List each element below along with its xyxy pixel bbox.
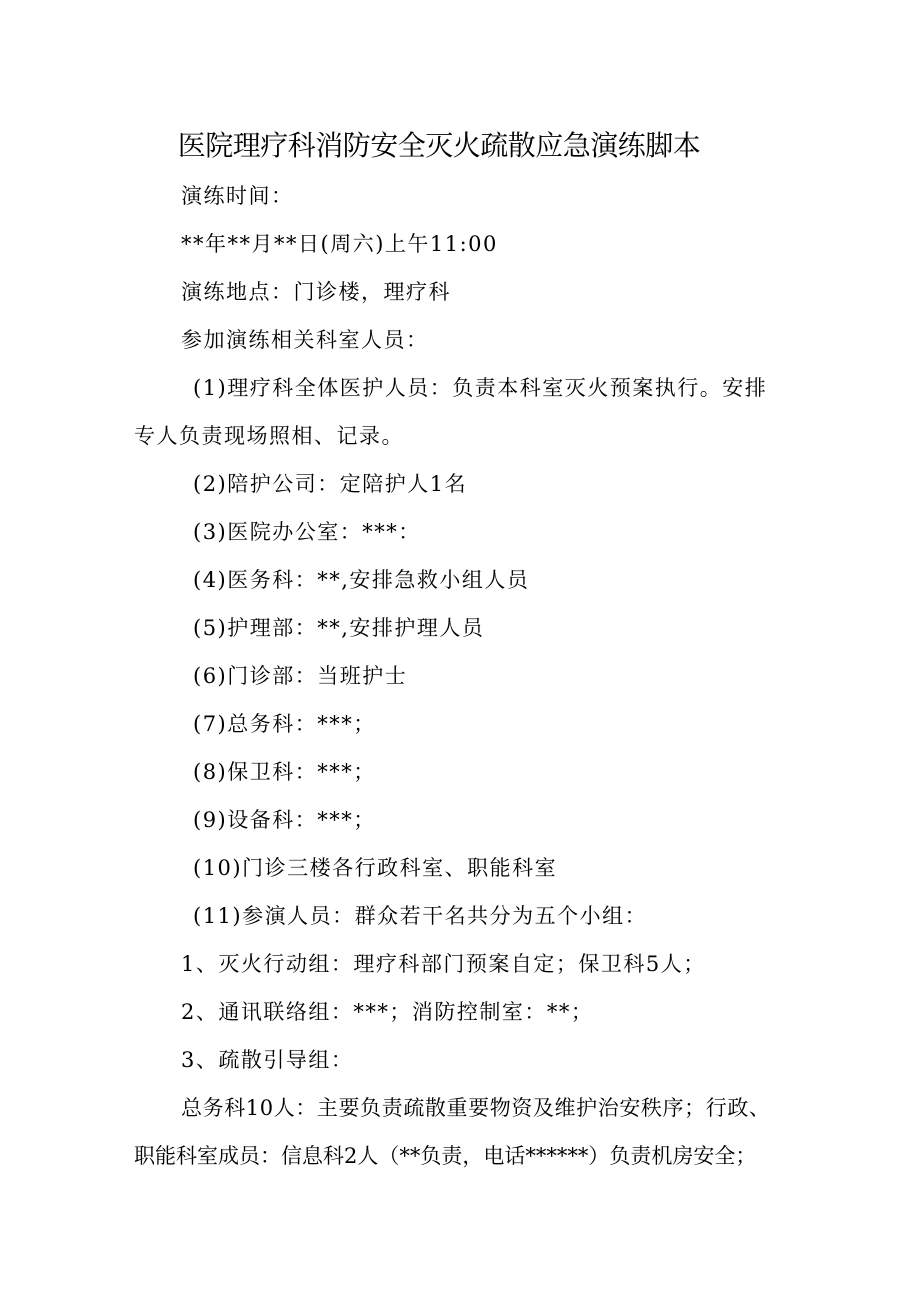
- participants-heading: 参加演练相关科室人员：: [181, 328, 429, 352]
- group-1: 1、灭火行动组：理疗科部门预案自定；保卫科5人；: [181, 952, 706, 976]
- participant-item-8: (8)保卫科：***；: [193, 760, 376, 784]
- drill-time-value: **年**月**日(周六)上午11:00: [181, 232, 498, 256]
- participant-item-4: (4)医务科：**,安排急救小组人员: [193, 568, 530, 592]
- participant-item-1: (1)理疗科全体医护人员：负责本科室灭火预案执行。安排: [193, 376, 768, 400]
- document-title: 医院理疗科消防安全灭火疏散应急演练脚本: [177, 129, 701, 162]
- drill-location: 演练地点：门诊楼，理疗科: [181, 280, 451, 304]
- drill-time-label: 演练时间：: [181, 184, 294, 208]
- group-3-detail-continued: 职能科室成员：信息科2人（**负责，电话******）负责机房安全；: [134, 1144, 757, 1168]
- group-3: 3、疏散引导组：: [181, 1048, 354, 1072]
- participant-item-9: (9)设备科：***；: [193, 808, 376, 832]
- participant-item-7: (7)总务科：***；: [193, 712, 376, 736]
- participant-item-1-continued: 专人负责现场照相、记录。: [134, 424, 404, 448]
- participant-item-3: (3)医院办公室：***：: [193, 520, 421, 544]
- participant-item-5: (5)护理部：**,安排护理人员: [193, 616, 485, 640]
- participant-item-2: (2)陪护公司：定陪护人1名: [193, 472, 468, 496]
- participant-item-11: (11)参演人员：群众若干名共分为五个小组：: [193, 904, 648, 928]
- participant-item-6: (6)门诊部：当班护士: [193, 664, 408, 688]
- group-3-detail: 总务科10人：主要负责疏散重要物资及维护治安秩序；行政、: [181, 1096, 771, 1120]
- group-2: 2、通讯联络组：***；消防控制室：**；: [181, 1000, 594, 1024]
- participant-item-10: (10)门诊三楼各行政科室、职能科室: [193, 856, 558, 880]
